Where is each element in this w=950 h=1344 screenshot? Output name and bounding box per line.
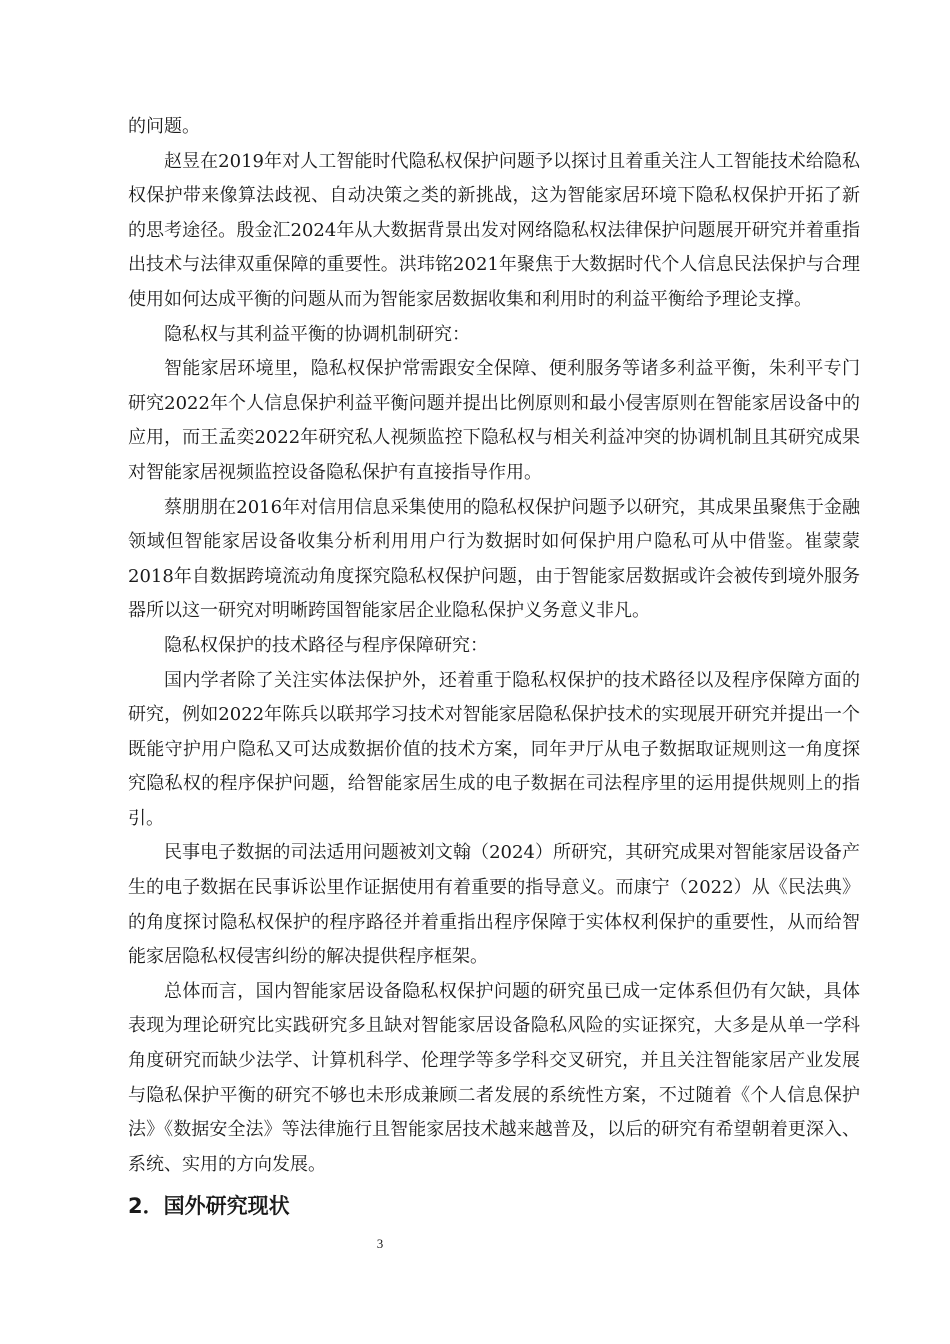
- subheading-technical-procedural: 隐私权保护的技术路径与程序保障研究：: [164, 634, 488, 656]
- section-heading: 2．国外研究现状: [128, 1194, 290, 1218]
- paragraph-continuation: 的问题。: [128, 116, 200, 137]
- paragraph-credit-crossborder: 蔡朋朋在2016年对信用信息采集使用的隐私权保护问题予以研究，其成果虽聚焦于金融领域但智能家居设备收集分析利用用户行为数据时如何保护用户隐私可从中借鉴。崔蒙蒙2018年自数据跨境流动角度探究隐私权保护问题，由于智能家居数据或许会被传到境外服务器所以这一研究对明晰跨国智能家居企业隐私保护义务意义非凡。: [128, 496, 860, 622]
- paragraph-summary: 总体而言，国内智能家居设备隐私权保护问题的研究虽已成一定体系但仍有欠缺，具体表现为理论研究比实践研究多且缺对智能家居设备隐私风险的实证探究，大多是从单一学科角度研究而缺少法学、计算机科学、伦理学等多学科交叉研究，并且关注智能家居产业发展与隐私保护平衡的研究不够也未形成兼顾二者发展的系统性方案，不过随着《个人信息保护法》《数据安全法》等法律施行且智能家居技术越来越普及，以后的研究有希望朝着更深入、系统、实用的方向发展。: [128, 980, 860, 1175]
- page-number: 3: [376, 1236, 384, 1251]
- paragraph-technical-path: 国内学者除了关注实体法保护外，还着重于隐私权保护的技术路径以及程序保障方面的研究，例如2022年陈兵以联邦学习技术对智能家居隐私保护技术的实现展开研究并提出一个既能守护用户隐私又可达成数据价值的技术方案，同年尹厅从电子数据取证规则这一角度探究隐私权的程序保护问题，给智能家居生成的电子数据在司法程序里的运用提供规则上的指引。: [128, 669, 860, 829]
- paragraph-ai-privacy: 赵昱在2019年对人工智能时代隐私权保护问题予以探讨且着重关注人工智能技术给隐私权保护带来像算法歧视、自动决策之类的新挑战，这为智能家居环境下隐私权保护开拓了新的思考途径。殷金汇2024年从大数据背景出发对网络隐私权法律保护问题展开研究并着重指出技术与法律双重保障的重要性。洪玮铭2021年聚焦于大数据时代个人信息民法保护与合理使用如何达成平衡的问题从而为智能家居数据收集和利用时的利益平衡给予理论支撑。: [128, 150, 860, 310]
- body-text: [128, 110, 860, 1182]
- paragraph-electronic-evidence: 民事电子数据的司法适用问题被刘文翰（2024）所研究，其研究成果对智能家居设备产生的电子数据在民事诉讼里作证据使用有着重要的指导意义。而康宁（2022）从《民法典》的角度探讨隐私权保护的程序路径并着重指出程序保障于实体权利保护的重要性，从而给智能家居隐私权侵害纠纷的解决提供程序框架。: [128, 842, 860, 968]
- paragraph-interest-balance: 智能家居环境里，隐私权保护常需跟安全保障、便利服务等诸多利益平衡，朱利平专门研究2022年个人信息保护利益平衡问题并提出比例原则和最小侵害原则在智能家居设备中的应用，而王孟奕2022年研究私人视频监控下隐私权与相关利益冲突的协调机制且其研究成果对智能家居视频监控设备隐私保护有直接指导作用。: [128, 358, 860, 483]
- subheading-interest-balance: 隐私权与其利益平衡的协调机制研究：: [164, 323, 470, 345]
